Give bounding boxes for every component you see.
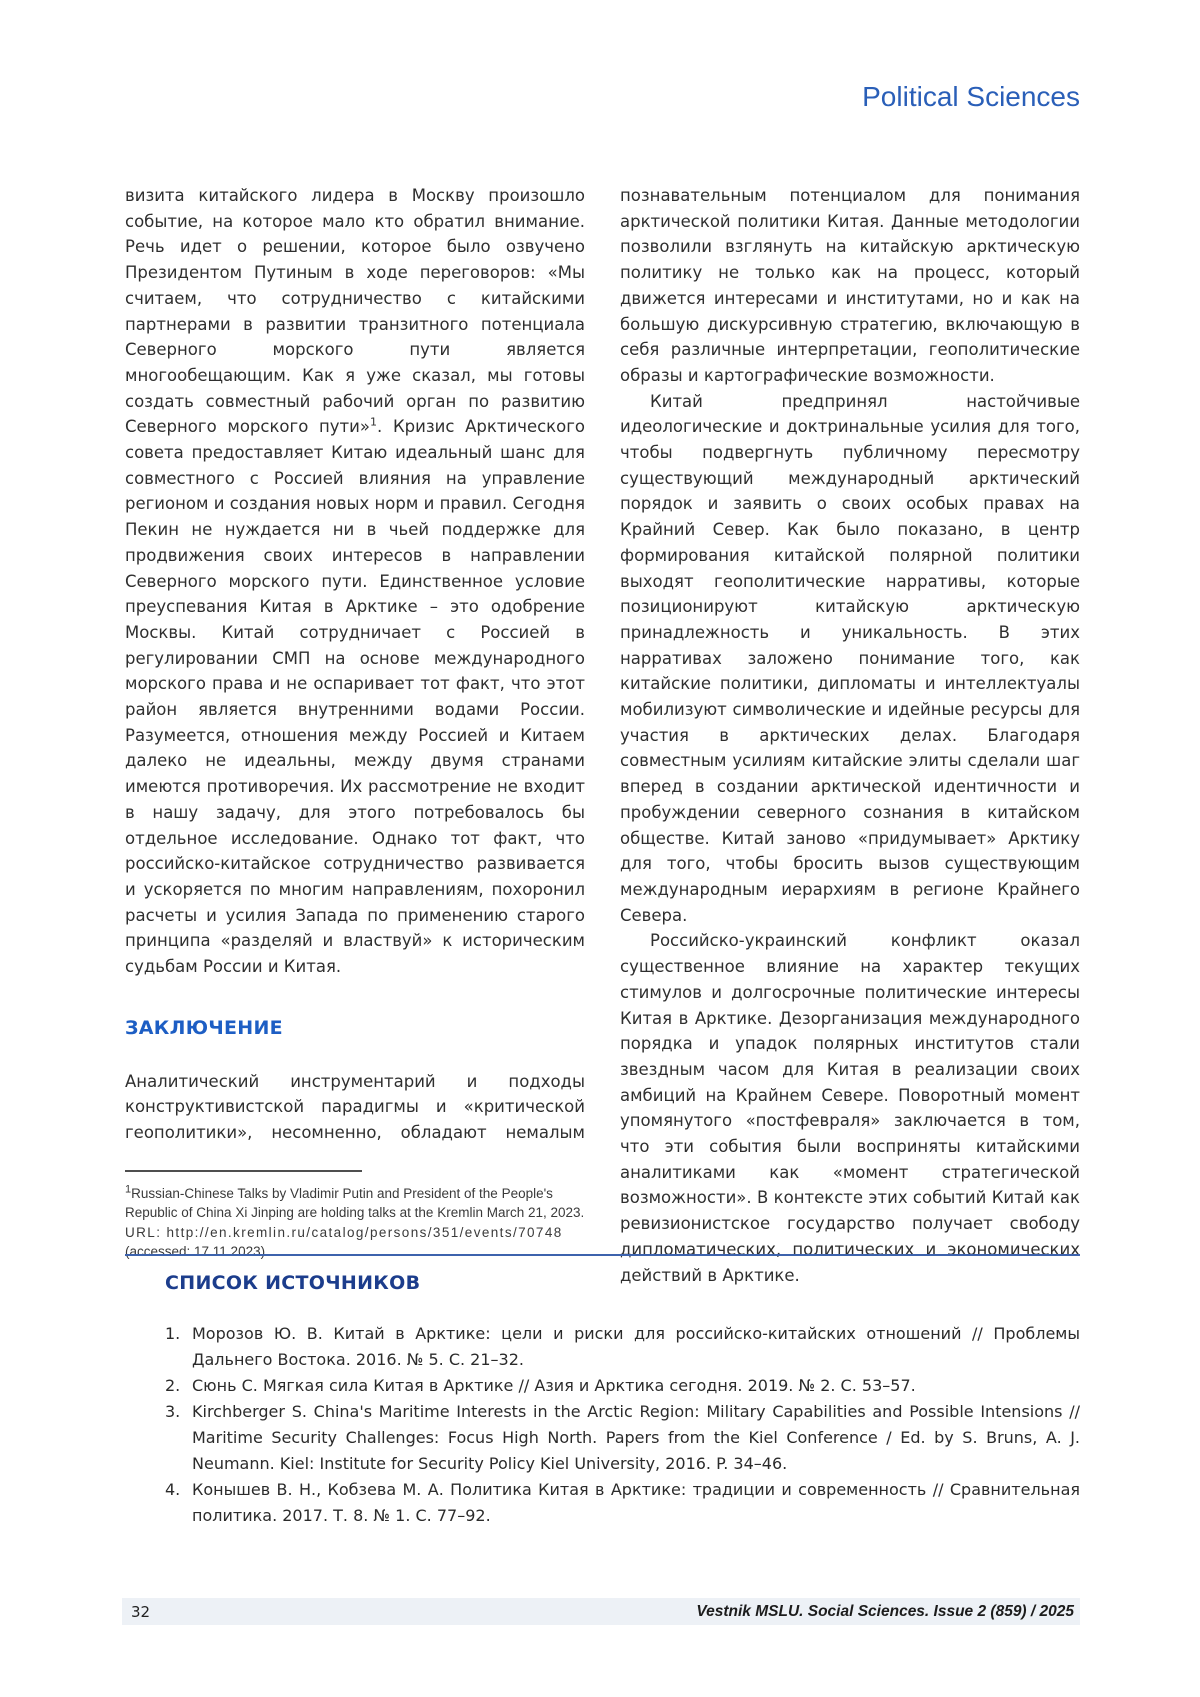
footnote-reference-mark: 1 [369,415,377,429]
page-number: 32 [131,1602,151,1621]
paragraph-text: . Кризис Арктического совета предоставляет Китаю идеальный шанс для совместного с Россией влияния на управление регионом и создания новых норм и правил. Сегодня Пекин не нуждается ни в чьей поддержке для продвижения своих интересов в направлении Северного морского пути. Единственное условие преуспевания Китая в Арктике – это одобрение Москвы. Китай сотрудничает с Россией в регулировании СМП на основе международного морского права и не оспаривает тот факт, что этот район является внутренними водами России. Разумеется, отношения между Россией и Китаем далеко не идеальны, между двумя странами имеются противоречия. Их рассмотрение не входит в нашу задачу, для этого потребовалось бы отдельное исследование. Однако тот факт, что российско-китайское сотрудничество развивается и ускоряется по многим направлениям, похоронил расчеты и усилия Запада по применению старого принципа «разделяй и властвуй» к историческим судьбам России и Китая. [125,417,585,977]
reference-text: Морозов Ю. В. Китай в Арктике: цели и риски для российско-китайских отношений // Проблемы Дальнего Востока. 2016. № 5. С. 21–32. [192,1324,1080,1369]
footnote-url: URL: http://en.kremlin.ru/catalog/persons/351/events/70748 [125,1224,563,1240]
references-section [165,1272,1080,1529]
reference-text: Kirchberger S. China's Maritime Interests in the Arctic Region: Military Capabilities and Possible Intensions // Maritime Security Challenges: Focus High North. Papers from the Kiel Conference / Ed. by S. Bruns, A. J. Neumann. Kiel: Institute for Security Policy Kiel University, 2016. P. 34–46. [192,1402,1080,1473]
footnote-citation: Russian-Chinese Talks by Vladimir Putin and President of the People's Republic of China Xi Jinping are holding talks at the Kremlin March 21, 2023. [125,1185,585,1221]
footnote-divider [125,1170,362,1172]
page-footer [122,1598,1080,1625]
footnote-block [125,1170,585,1262]
references-heading: СПИСОК ИСТОЧНИКОВ [165,1272,421,1294]
reference-item [165,1399,1080,1477]
reference-text: Сюнь С. Мягкая сила Китая в Арктике // Азия и Арктика сегодня. 2019. № 2. С. 53–57. [192,1376,916,1395]
reference-item [165,1477,1080,1529]
reference-number: 3. [165,1402,181,1421]
footnote-accessed-date: (accessed: 17.11.2023). [125,1244,269,1260]
body-paragraph: Российско-украинский конфликт оказал существенное влияние на характер текущих стимулов и долгосрочные политические интересы Китая в Арктике. Дезорганизация международного порядка и упадок полярных институтов стали звездным часом для Китая в реализации своих амбиций на Крайнем Севере. Поворотный момент упомянутого «постфевраля» заключается в том, что эти события были восприняты китайскими аналитиками как «момент стратегической возможности». В контексте этих событий Китай как ревизионистское государство получает свободу дипломатических, политических и экономических действий в Арктике. [620,931,1080,1285]
body-paragraph [125,183,585,980]
paragraph-text: визита китайского лидера в Москву произошло событие, на которое мало кто обратил внимание. Речь идет о решении, которое было озвучено Президентом Путиным в ходе переговоров: «Мы считаем, что сотрудничество с китайскими партнерами в развитии транзитного потенциала Северного морского пути является многообещающим. Как я уже сказал, мы готовы создать совместный рабочий орган по развитию Северного морского пути» [125,186,585,437]
right-column [620,183,1080,1288]
reference-text: Конышев В. Н., Кобзева М. А. Политика Китая в Арктике: традиции и современность // Сравнительная политика. 2017. Т. 8. № 1. С. 77–92. [192,1480,1080,1525]
footnote-marker: 1 [125,1183,132,1196]
reference-item [165,1373,1080,1399]
body-paragraph: Китай предпринял настойчивые идеологические и доктринальные усилия для того, чтобы подвергнуть публичному пересмотру существующий международный арктический порядок и заявить о своих особых правах на Крайний Север. Как было показано, в центр формирования китайской полярной политики выходят геополитические нарративы, которые позиционируют китайскую арктическую принадлежность и уникальность. В этих нарративах заложено понимание того, как китайские политики, дипломаты и интеллектуалы мобилизуют символические и идейные ресурсы для участия в арктических делах. Благодаря совместным усилиям китайские элиты сделали шаг вперед в создании арктической идентичности и пробуждении северного сознания в китайском обществе. Китай заново «придумывает» Арктику для того, чтобы бросить вызов существующим международным иерархиям в регионе Крайнего Севера. [620,391,1080,925]
footnote-text [125,1184,585,1262]
reference-number: 1. [165,1324,181,1343]
reference-item [165,1321,1080,1373]
body-paragraph: Аналитический инструментарий и подходы конструктивистской парадигмы и «критической геополитики», несомненно, обладают немалым [125,1071,585,1142]
reference-number: 2. [165,1376,181,1395]
left-column [125,183,585,1288]
body-paragraph: познавательным потенциалом для понимания арктической политики Китая. Данные методологии позволили взглянуть на китайскую арктическую политику не только как на процесс, который движется интересами и институтами, но и как на большую дискурсивную стратегию, включающую в себя различные интерпретации, геополитические образы и картографические возможности. [620,186,1080,385]
section-heading-conclusion: ЗАКЛЮЧЕНИЕ [125,1016,283,1039]
journal-title-line: Vestnik MSLU. Social Sciences. Issue 2 (859) / 2025 [696,1602,1074,1620]
two-column-body [125,183,1080,1288]
running-head-section-title: Political Sciences [862,81,1080,112]
references-section-divider [125,1254,1080,1256]
reference-number: 4. [165,1480,181,1499]
